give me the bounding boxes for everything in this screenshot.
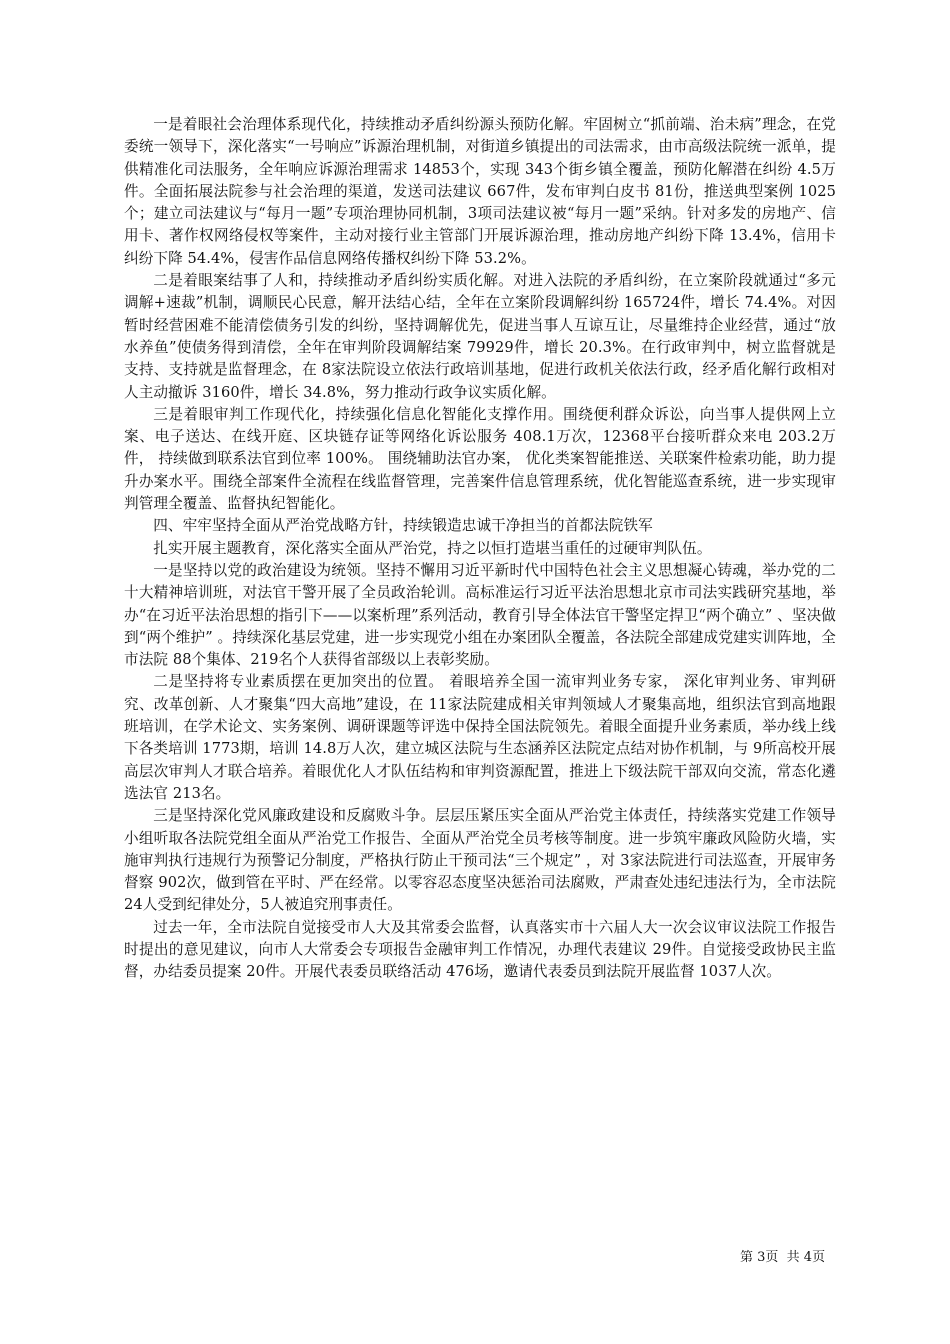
page-number-footer: [740, 1249, 825, 1267]
paragraph-political-building: 一是坚持以党的政治建设为统领。坚持不懈用习近平新时代中国特色社会主义思想凝心铸魂，举办党的二十大精神培训班，对法官干警开展了全员政治轮训。高标准运行习近平法治思想北京市司法实践研究基地，举办“在习近平法治思想的指引下——以案析理”系列活动，教育引导全体法官干警坚定捍卫“两个确立” 、坚决做到“两个维护” 。持续深化基层党建，进一步实现党小组在办案团队全覆盖，各法院全部建成党建实训阵地，全市法院 88个集体、219名个人获得省部级以上表彰奖励。: [124, 561, 836, 669]
paragraph-supervision: 过去一年，全市法院自觉接受市人大及其常委会监督，认真落实市十六届人大一次会议审议法院工作报告时提出的意见建议，向市人大常委会专项报告金融审判工作情况，办理代表建议 29件。自觉接受政协民主监督，办结委员提案 20件。开展代表委员联络活动 476场，邀请代表委员到法院开展监督 1037人次。: [124, 918, 836, 981]
page-number-label: 第 3页 共 4页: [740, 1250, 826, 1265]
section-heading-party-governance: 四、牢牢坚持全面从严治党战略方针，持续锻造忠诚干净担当的首都法院铁军: [153, 517, 653, 535]
paragraph-anti-corruption: 三是坚持深化党风廉政建设和反腐败斗争。层层压紧压实全面从严治党主体责任，持续落实党建工作领导小组听取各法院党组全面从严治党工作报告、全面从严治党全员考核等制度。进一步筑牢廉政风险防火墙，实施审判执行违规行为预警记分制度，严格执行防止干预司法“三个规定” ，对 3家法院进行司法巡查，开展审务督察 902次，做到管在平时、严在经常。以零容忍态度坚决惩治司法腐败，严肃查处违纪违法行为，全市法院 24人受到纪律处分，5人被追究刑事责任。: [124, 807, 836, 914]
paragraph-social-governance: 一是着眼社会治理体系现代化，持续推动矛盾纠纷源头预防化解。牢固树立“抓前端、治未病”理念，在党委统一领导下，深化落实“一号响应”诉源治理机制，对街道乡镇提出的司法需求，由市高级法院统一派单，提供精准化司法服务，全年响应诉源治理需求 14853个，实现 343个街乡镇全覆盖，预防化解潜在纠纷 4.5万件。全面拓展法院参与社会治理的渠道，发送司法建议 667件，发布审判白皮书 81份，推送典型案例 1025个；建立司法建议与“每月一题”专项治理协同机制，3项司法建议被“每月一题”采纳。针对多发的房地产、信用卡、著作权网络侵权等案件，主动对接行业主管部门开展诉源治理，推动房地产纠纷下降 13.4%，信用卡纠纷下降 54.4%，侵害作品信息网络传播权纠纷下降 53.2%。: [124, 116, 836, 267]
document-body: [124, 114, 836, 984]
paragraph-professional-quality: 二是坚持将专业素质摆在更加突出的位置。 着眼培养全国一流审判业务专家， 深化审判业务、审判研究、改革创新、人才聚集“四大高地”建设，在 11家法院建成相关审判领域人才聚集高地，组织法官到高地跟班培训，在学术论文、实务案例、调研课题等评选中保持全国法院领先。着眼全面提升业务素质，举办线上线下各类培训 1773期，培训 14.8万人次，建立城区法院与生态涵养区法院定点结对协作机制，与 9所高校开展高层次审判人才联合培养。着眼优化人才队伍结构和审判资源配置，推进上下级法院干部双向交流，常态化遴选法官 213名。: [124, 673, 836, 802]
paragraph-trial-modernization: 三是着眼审判工作现代化，持续强化信息化智能化支撑作用。围绕便利群众诉讼，向当事人提供网上立案、电子送达、在线开庭、区块链存证等网络化诉讼服务 408.1万次，12368平台接听群众来电 203.2万件， 持续做到联系法官到位率 100%。 围绕辅助法官办案， 优化类案智能推送、关联案件检索功能，助力提升办案水平。围绕全部案件全流程在线监督管理，完善案件信息管理系统，优化智能巡查系统，进一步实现审判管理全覆盖、监督执纪智能化。: [124, 405, 836, 513]
paragraph-case-resolution: 二是着眼案结事了人和，持续推动矛盾纠纷实质化解。对进入法院的矛盾纠纷，在立案阶段就通过“多元调解+速裁”机制，调顺民心民意，解开法结心结，全年在立案阶段调解纠纷 165724件，增长 74.4%。对因暂时经营困难不能清偿债务引发的纠纷，坚持调解优先，促进当事人互谅互让，尽量维持企业经营，通过“放水养鱼”使债务得到清偿，全年在审判阶段调解结案 79929件，增长 20.3%。在行政审判中，树立监督就是支持、支持就是监督理念，在 8家法院设立依法行政培训基地，促进行政机关依法行政，经矛盾化解行政相对人主动撤诉 3160件，增长 34.8%，努力推动行政争议实质化解。: [124, 272, 836, 401]
paragraph-theme-education: 扎实开展主题教育，深化落实全面从严治党，持之以恒打造堪当重任的过硬审判队伍。: [153, 539, 712, 557]
